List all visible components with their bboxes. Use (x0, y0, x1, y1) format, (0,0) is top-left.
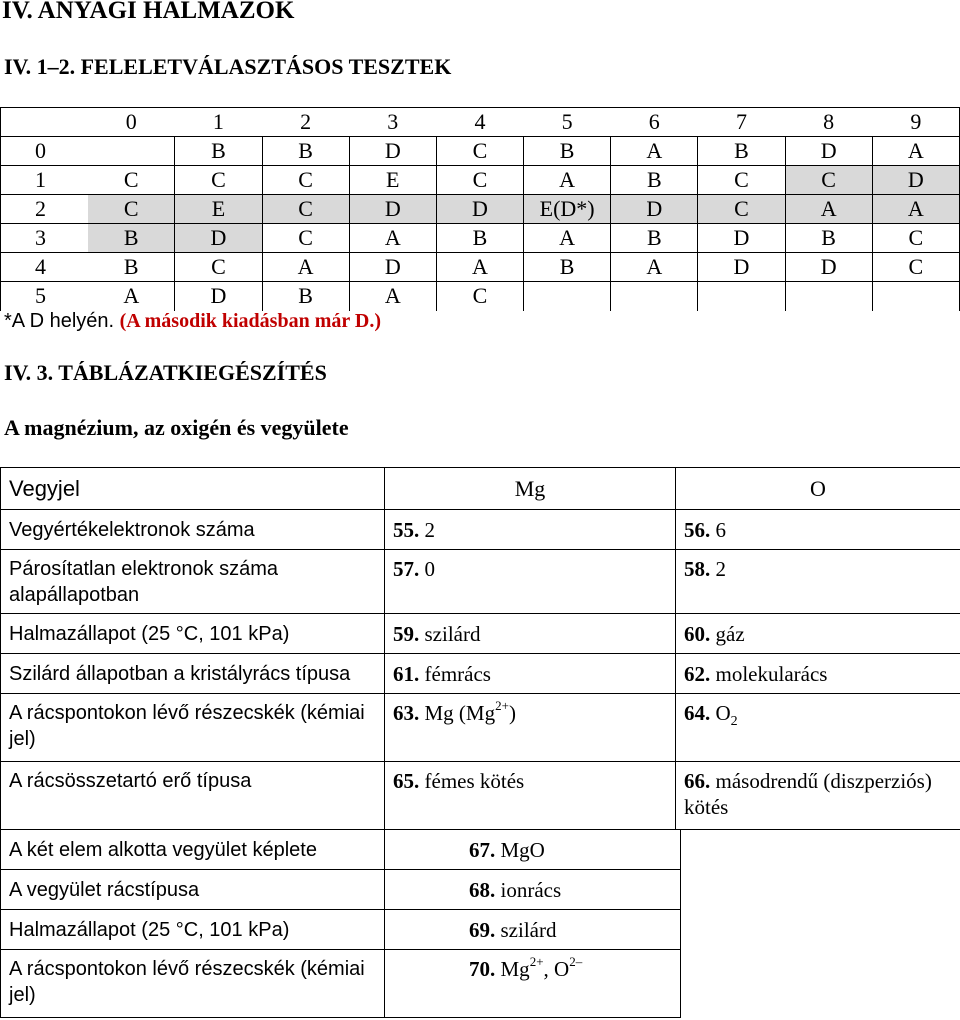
grid-answer-cell: D (436, 195, 523, 224)
grid-answer-cell: B (785, 224, 872, 253)
grid-col-header: 4 (436, 108, 523, 137)
grid-answer-cell: C (436, 282, 523, 311)
item-number: 62. (684, 662, 711, 686)
grid-answer-cell: B (611, 224, 698, 253)
row-label: Vegyértékelektronok száma (1, 510, 385, 550)
header-mg: Mg (385, 468, 676, 510)
mg-value: 0 (419, 557, 435, 581)
grid-answer-cell: E (175, 195, 262, 224)
mg-cell (385, 654, 676, 694)
o-value: molekularács (710, 662, 828, 686)
grid-answer-cell: A (611, 253, 698, 282)
mg-cell (385, 694, 676, 762)
grid-answer-cell: B (88, 224, 175, 253)
grid-answer-cell: D (349, 195, 436, 224)
mg-cell (385, 550, 676, 614)
row-label: Halmazállapot (25 °C, 101 kPa) (1, 910, 385, 950)
grid-answer-cell: A (524, 224, 611, 253)
note-red-text: (A második kiadásban már D.) (119, 310, 381, 332)
grid-answer-cell: C (698, 166, 785, 195)
grid-row-header: 5 (1, 282, 88, 311)
table-row (1, 950, 681, 1018)
grid-answer-cell: C (872, 253, 959, 282)
compound-value: ionrács (495, 878, 562, 902)
answer-grid (0, 107, 960, 311)
charge-superscript: 2– (569, 954, 583, 969)
mg-cell (385, 614, 676, 654)
compound-cell (385, 870, 681, 910)
page-title: IV. ANYAGI HALMAZOK (2, 0, 295, 24)
grid-answer-cell: A (872, 137, 959, 166)
grid-row (1, 282, 960, 311)
grid-row (1, 166, 960, 195)
compound-property-table (0, 829, 681, 1018)
charge-superscript: 2+ (495, 698, 509, 713)
charge-superscript: 2+ (529, 954, 544, 969)
grid-answer-cell (872, 282, 959, 311)
table-row (1, 510, 960, 550)
mg-cell (385, 510, 676, 550)
o-value: 6 (710, 518, 726, 542)
grid-corner-cell (1, 108, 88, 137)
grid-answer-cell: D (175, 282, 262, 311)
compound-value-mid: , O (543, 957, 570, 981)
grid-answer-cell: D (872, 166, 959, 195)
grid-answer-cell: C (436, 166, 523, 195)
o-value: másodrendű (diszperziós) kötés (684, 769, 932, 819)
row-label: Szilárd állapotban a kristályrács típusa (1, 654, 385, 694)
item-number: 65. (393, 769, 420, 793)
o-cell (676, 694, 960, 762)
table-row (1, 762, 960, 830)
grid-answer-cell: A (611, 137, 698, 166)
item-number: 56. (684, 518, 711, 542)
element-property-table (0, 467, 960, 830)
grid-answer-cell: C (262, 224, 349, 253)
table-header-row (1, 468, 960, 510)
item-number: 68. (469, 878, 496, 902)
mg-value: Mg (Mg (419, 701, 496, 725)
item-number: 67. (469, 838, 496, 862)
header-o: O (676, 468, 960, 510)
grid-answer-cell: D (785, 253, 872, 282)
grid-answer-cell: C (698, 195, 785, 224)
row-label: A rácspontokon lévő részecskék (kémiai jel) (1, 950, 385, 1018)
answer-note (4, 310, 381, 333)
o-value: gáz (710, 622, 745, 646)
compound-cell (385, 910, 681, 950)
item-number: 58. (684, 557, 711, 581)
grid-col-header: 0 (88, 108, 175, 137)
grid-col-header: 1 (175, 108, 262, 137)
grid-row-header: 1 (1, 166, 88, 195)
grid-answer-cell: A (436, 253, 523, 282)
grid-answer-cell (524, 282, 611, 311)
grid-answer-cell: C (88, 195, 175, 224)
grid-answer-cell: B (175, 137, 262, 166)
grid-answer-cell: D (349, 137, 436, 166)
grid-answer-cell: A (785, 195, 872, 224)
item-number: 60. (684, 622, 711, 646)
item-number: 59. (393, 622, 420, 646)
row-label: Párosítatlan elektronok száma alapállapotban (1, 550, 385, 614)
grid-row (1, 253, 960, 282)
grid-answer-cell: C (785, 166, 872, 195)
grid-answer-cell: B (698, 137, 785, 166)
table-row (1, 870, 681, 910)
grid-row-header: 3 (1, 224, 88, 253)
grid-answer-cell (611, 282, 698, 311)
grid-answer-cell: C (175, 166, 262, 195)
o-cell (676, 762, 960, 830)
table-row (1, 694, 960, 762)
compound-value: MgO (495, 838, 545, 862)
row-label: A rácsösszetartó erő típusa (1, 762, 385, 830)
grid-answer-cell: C (175, 253, 262, 282)
grid-row (1, 195, 960, 224)
o-value: O (710, 701, 731, 725)
o-cell (676, 654, 960, 694)
grid-answer-cell: B (436, 224, 523, 253)
o-cell (676, 614, 960, 654)
mg-value: fémrács (419, 662, 491, 686)
grid-col-header: 2 (262, 108, 349, 137)
grid-col-header: 7 (698, 108, 785, 137)
grid-answer-cell: C (436, 137, 523, 166)
grid-answer-cell: D (698, 253, 785, 282)
item-number: 57. (393, 557, 420, 581)
grid-answer-cell: E(D*) (524, 195, 611, 224)
item-number: 66. (684, 769, 711, 793)
row-label: A rácspontokon lévő részecskék (kémiai jel) (1, 694, 385, 762)
table-row (1, 654, 960, 694)
grid-answer-cell: A (88, 282, 175, 311)
grid-answer-cell: C (872, 224, 959, 253)
compound-value: Mg (495, 957, 530, 981)
grid-answer-cell: B (88, 253, 175, 282)
table-row (1, 910, 681, 950)
section-heading-tests: IV. 1–2. FELELETVÁLASZTÁSOS TESZTEK (4, 54, 452, 79)
item-number: 69. (469, 918, 496, 942)
grid-answer-cell: D (698, 224, 785, 253)
table-row (1, 830, 681, 870)
row-label: A vegyület rácstípusa (1, 870, 385, 910)
o-cell (676, 510, 960, 550)
mg-value: fémes kötés (419, 769, 525, 793)
grid-answer-cell: B (611, 166, 698, 195)
o-cell (676, 550, 960, 614)
row-label: Halmazállapot (25 °C, 101 kPa) (1, 614, 385, 654)
compound-cell (385, 830, 681, 870)
item-number: 61. (393, 662, 420, 686)
grid-answer-cell: C (262, 166, 349, 195)
grid-answer-cell: D (349, 253, 436, 282)
grid-answer-cell: A (349, 224, 436, 253)
grid-answer-cell: B (262, 282, 349, 311)
mg-value: 2 (419, 518, 435, 542)
grid-row-header: 2 (1, 195, 88, 224)
grid-row-header: 0 (1, 137, 88, 166)
header-label: Vegyjel (1, 468, 385, 510)
grid-answer-cell (88, 137, 175, 166)
atom-count-subscript: 2 (730, 714, 738, 730)
grid-answer-cell: A (262, 253, 349, 282)
grid-answer-cell (698, 282, 785, 311)
grid-answer-cell: B (262, 137, 349, 166)
table-row (1, 550, 960, 614)
grid-answer-cell: A (524, 166, 611, 195)
o-value: 2 (710, 557, 726, 581)
grid-col-header: 6 (611, 108, 698, 137)
grid-answer-cell: A (872, 195, 959, 224)
table-row (1, 614, 960, 654)
grid-header-row (1, 108, 960, 137)
item-number: 70. (469, 957, 496, 981)
grid-col-header: 3 (349, 108, 436, 137)
grid-row (1, 224, 960, 253)
grid-answer-cell: B (524, 137, 611, 166)
row-label: A két elem alkotta vegyület képlete (1, 830, 385, 870)
grid-col-header: 9 (872, 108, 959, 137)
item-number: 63. (393, 701, 420, 725)
mg-cell (385, 762, 676, 830)
item-number: 55. (393, 518, 420, 542)
grid-row (1, 137, 960, 166)
table-subtitle: A magnézium, az oxigén és vegyülete (4, 415, 349, 440)
grid-answer-cell: B (524, 253, 611, 282)
grid-col-header: 5 (524, 108, 611, 137)
grid-answer-cell (785, 282, 872, 311)
grid-answer-cell: D (611, 195, 698, 224)
item-number: 64. (684, 701, 711, 725)
grid-answer-cell: C (88, 166, 175, 195)
grid-answer-cell: D (785, 137, 872, 166)
grid-answer-cell: C (262, 195, 349, 224)
grid-answer-cell: E (349, 166, 436, 195)
compound-value: szilárd (495, 918, 557, 942)
grid-answer-cell: D (175, 224, 262, 253)
section-heading-table: IV. 3. TÁBLÁZATKIEGÉSZÍTÉS (4, 360, 327, 385)
mg-value: szilárd (419, 622, 481, 646)
note-text: *A D helyén. (4, 310, 120, 332)
grid-answer-cell: A (349, 282, 436, 311)
grid-col-header: 8 (785, 108, 872, 137)
mg-value-tail: ) (508, 701, 516, 725)
compound-cell (385, 950, 681, 1018)
grid-row-header: 4 (1, 253, 88, 282)
